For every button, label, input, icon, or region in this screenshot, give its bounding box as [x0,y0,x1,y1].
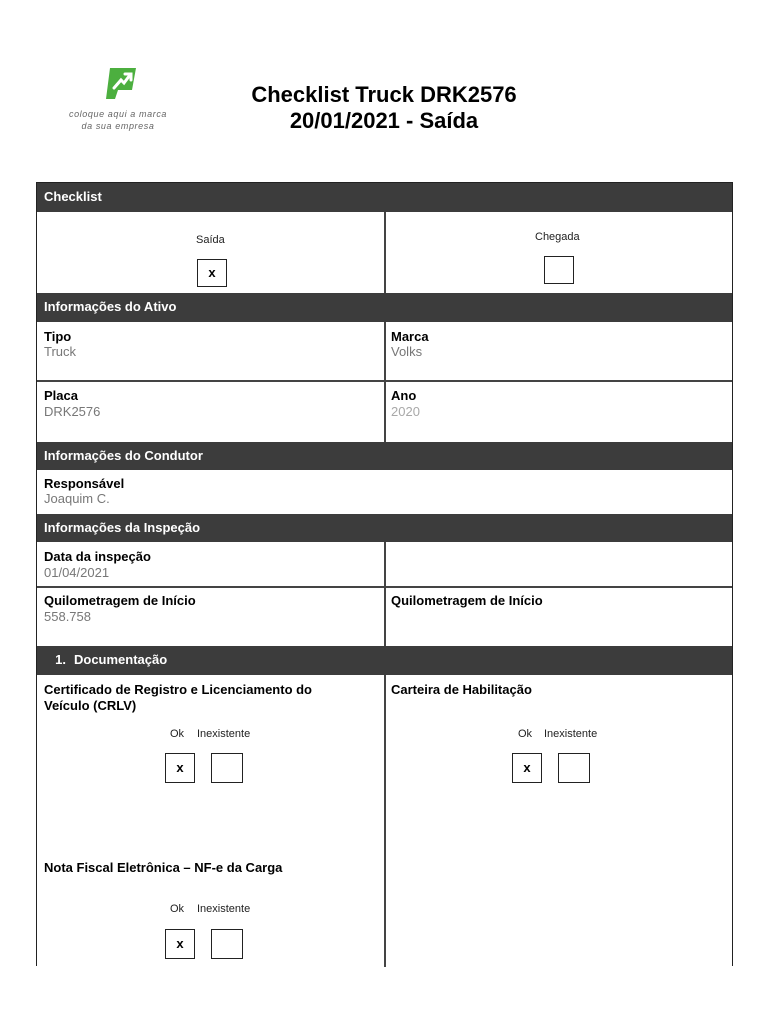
placa-label: Placa [44,388,78,403]
ano-value: 2020 [391,404,420,419]
section-title: Documentação [74,652,168,667]
marca-value: Volks [391,344,423,359]
crlv-ok-label: Ok [170,728,185,740]
tipo-label: Tipo [44,329,72,344]
ano-label: Ano [391,388,417,403]
tipo-value: Truck [44,344,77,359]
cnh-label: Carteira de Habilitação [391,682,532,697]
section-condutor-header: Informações do Condutor [37,442,732,470]
cnh-ok-checkbox[interactable]: x [512,753,542,783]
divider [384,322,386,442]
section-documentacao-header [37,646,732,675]
divider [384,542,386,646]
logo-caption-line1: coloque aqui a marca [68,109,168,119]
nfe-inexistente-label: Inexistente [197,903,251,915]
row-divider [37,586,732,588]
section-checklist-header: Checklist [37,183,732,212]
page-subtitle: 20/01/2021 - Saída [289,108,479,133]
section-ativo-header: Informações do Ativo [37,293,732,322]
data-inspecao-value: 01/04/2021 [44,565,110,580]
chegada-checkbox[interactable] [544,256,574,284]
placa-value: DRK2576 [44,404,101,419]
divider [384,675,386,967]
saida-label: Saída [196,234,225,246]
km-inicio-label-right: Quilometragem de Início [391,593,543,608]
crlv-inexistente-label: Inexistente [197,728,251,740]
crlv-ok-checkbox[interactable]: x [165,753,195,783]
data-inspecao-label: Data da inspeção [44,549,151,564]
nfe-label: Nota Fiscal Eletrônica – NF-e da Carga [44,860,283,875]
chegada-label: Chegada [535,231,580,243]
cnh-inexistente-label: Inexistente [544,728,598,740]
row-divider [37,380,732,382]
marca-label: Marca [391,329,429,344]
divider [384,212,386,293]
km-inicio-value: 558.758 [44,609,91,624]
cnh-inexistente-checkbox[interactable] [558,753,590,783]
km-inicio-label: Quilometragem de Início [44,593,196,608]
section-inspecao-header: Informações da Inspeção [37,514,732,542]
crlv-label-line2: Veículo (CRLV) [44,698,137,713]
responsavel-value: Joaquim C. [44,491,110,506]
nfe-ok-checkbox[interactable]: x [165,929,195,959]
cnh-ok-label: Ok [518,728,533,740]
responsavel-label: Responsável [44,476,125,491]
nfe-ok-label: Ok [170,903,185,915]
section-number: 1. [55,652,66,667]
nfe-inexistente-checkbox[interactable] [211,929,243,959]
crlv-label-line1: Certificado de Registro e Licenciamento do [44,682,312,697]
crlv-inexistente-checkbox[interactable] [211,753,243,783]
logo-caption-line2: da sua empresa [81,121,155,131]
company-logo [104,66,138,100]
checklist-form [36,182,733,966]
page-title: Checklist Truck DRK2576 [251,82,517,107]
saida-checkbox[interactable]: x [197,259,227,287]
